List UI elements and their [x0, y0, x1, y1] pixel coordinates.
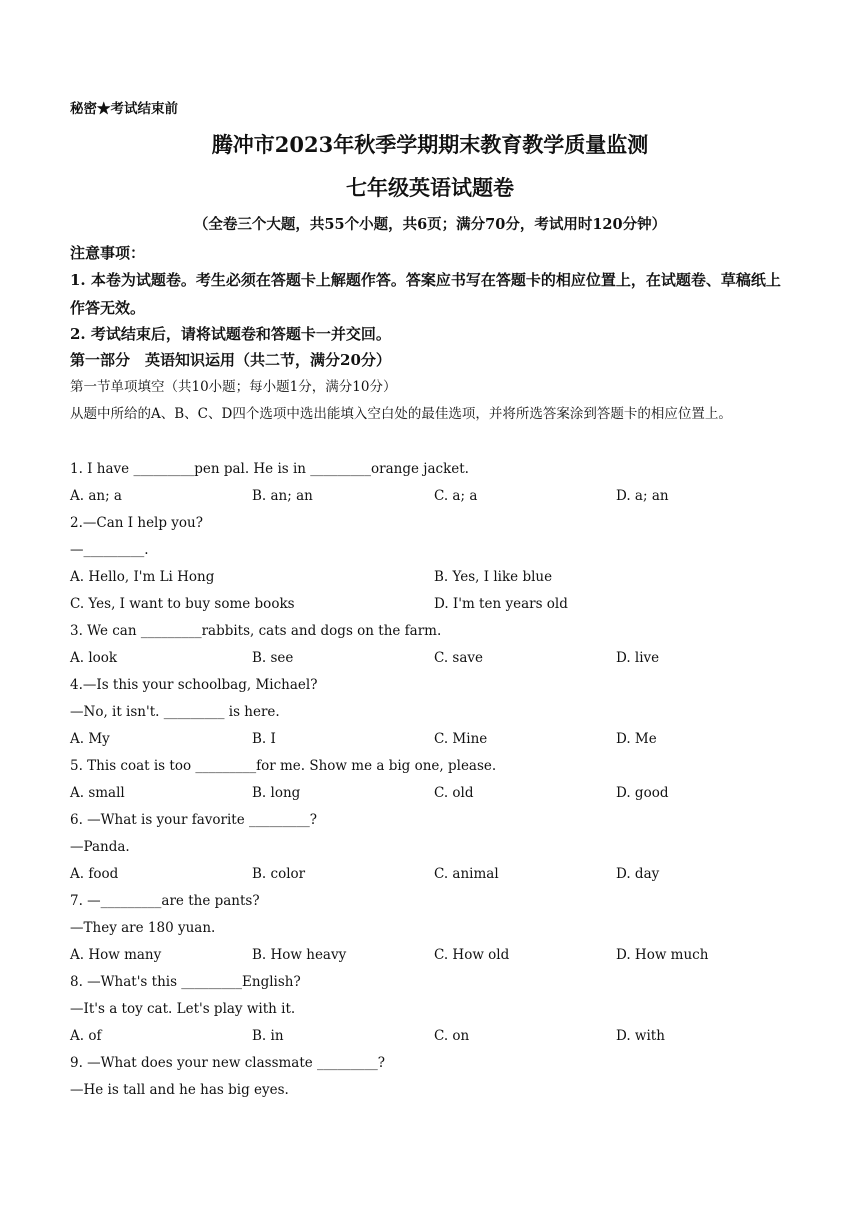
question-9-answer-line: —He is tall and he has big eyes. — [70, 1082, 289, 1098]
question-7-option-d: D. How much — [616, 947, 709, 963]
section1-title: 第一节单项填空（共10小题；每小题1分，满分10分） — [70, 379, 397, 395]
notes-heading: 注意事项： — [70, 244, 146, 262]
question-4-option-a: A. My — [70, 731, 110, 747]
question-2-option-a: A. Hello, I'm Li Hong — [70, 569, 215, 585]
question-9-stem: 9. —What does your new classmate _________? — [70, 1055, 386, 1071]
question-2-stem: 2.—Can I help you? — [70, 515, 203, 531]
question-8-option-c: C. on — [434, 1028, 470, 1044]
question-7-stem: 7. —_________are the pants? — [70, 893, 260, 909]
question-6-stem: 6. —What is your favorite _________? — [70, 812, 318, 828]
question-3-option-a: A. look — [70, 650, 118, 666]
question-8-option-d: D. with — [616, 1028, 665, 1044]
question-2-option-b: B. Yes, I like blue — [434, 569, 553, 585]
question-7-option-c: C. How old — [434, 947, 510, 963]
secret-label: 秘密★考试结束前 — [70, 101, 178, 117]
question-3-stem: 3. We can _________rabbits, cats and dogs on the farm. — [70, 623, 442, 639]
question-1-option-d: D. a; an — [616, 488, 669, 504]
question-3-option-d: D. live — [616, 650, 660, 666]
notes-item-1: 1. 本卷为试题卷。考生必须在答题卡上解题作答。答案应书写在答题卡的相应位置上，在试题卷、草稿纸上作答无效。 — [70, 271, 781, 317]
question-5-option-d: D. good — [616, 785, 669, 801]
exam-subtitle: 七年级英语试题卷 — [346, 175, 514, 200]
question-8-stem: 8. —What's this _________English? — [70, 974, 301, 990]
question-5-option-b: B. long — [252, 785, 301, 801]
question-7-answer-line: —They are 180 yuan. — [70, 920, 216, 936]
question-7-option-b: B. How heavy — [252, 947, 347, 963]
exam-title: 腾冲市2023年秋季学期期末教育教学质量监测 — [211, 132, 649, 157]
question-5-option-a: A. small — [70, 785, 125, 801]
question-8-answer-line: —It's a toy cat. Let's play with it. — [70, 1001, 296, 1017]
question-8-option-a: A. of — [70, 1028, 102, 1044]
question-5-option-c: C. old — [434, 785, 474, 801]
question-7-option-a: A. How many — [70, 947, 162, 963]
question-8-option-b: B. in — [252, 1028, 284, 1044]
question-4-option-c: C. Mine — [434, 731, 488, 747]
question-6-option-c: C. animal — [434, 866, 499, 882]
question-3-option-c: C. save — [434, 650, 484, 666]
question-4-answer-line: —No, it isn't. _________ is here. — [70, 704, 280, 720]
notes-item-2: 2. 考试结束后，请将试题卷和答题卡一并交回。 — [70, 325, 391, 343]
question-4-option-d: D. Me — [616, 731, 657, 747]
question-1-option-c: C. a; a — [434, 488, 478, 504]
question-1-option-b: B. an; an — [252, 488, 313, 504]
question-6-option-a: A. food — [70, 866, 119, 882]
question-1-stem: 1. I have _________pen pal. He is in _________orange jacket. — [70, 461, 469, 477]
question-6-option-d: D. day — [616, 866, 660, 882]
question-4-option-b: B. I — [252, 731, 276, 747]
question-6-option-b: B. color — [252, 866, 306, 882]
part1-title: 第一部分 英语知识运用（共二节，满分20分） — [70, 351, 391, 369]
question-2-answer-line: —_________. — [70, 542, 149, 558]
question-6-answer-line: —Panda. — [70, 839, 130, 855]
question-4-stem: 4.—Is this your schoolbag, Michael? — [70, 677, 318, 693]
question-5-stem: 5. This coat is too _________for me. Show me a big one, please. — [70, 758, 497, 774]
exam-info: （全卷三个大题，共55个小题，共6页；满分70分，考试用时120分钟） — [193, 216, 667, 233]
section1-instruction: 从题中所给的A、B、C、D四个选项中选出能填入空白处的最佳选项，并将所选答案涂到答题卡的相应位置上。 — [70, 406, 732, 422]
question-3-option-b: B. see — [252, 650, 294, 666]
question-1-option-a: A. an; a — [70, 488, 122, 504]
question-2-option-c: C. Yes, I want to buy some books — [70, 596, 295, 612]
question-2-option-d: D. I'm ten years old — [434, 596, 568, 612]
